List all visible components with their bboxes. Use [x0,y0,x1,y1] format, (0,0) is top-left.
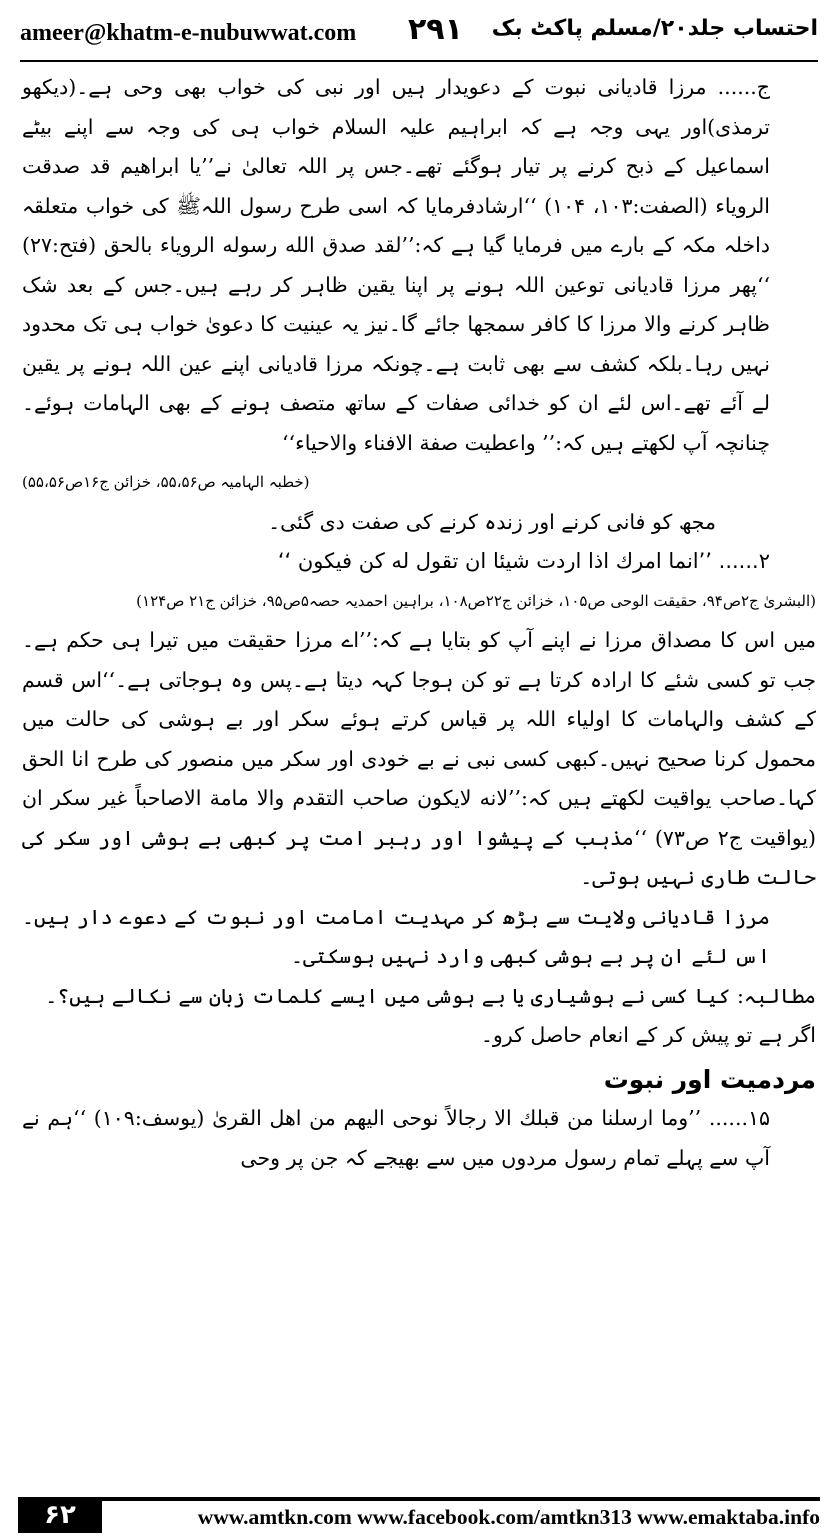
paragraph: ۲...... ’’انما امرك اذا اردت شیئا ان تقول له کن فیکون ‘‘ [277,549,770,573]
header-page-number: ۲۹۱ [408,12,463,47]
paragraph: اگر ہے تو پیش کر کے انعام حاصل کرو۔ [480,1023,816,1047]
paragraph: ۱۵...... ’’وما ارسلنا من قبلك الا رجالاً نوحی الیهم من اهل القریٰ (یوسف:۱۰۹) ‘‘ہم نے آپ سے پہلے تمام رسول مردوں میں سے بھیجے کہ جن پر وحی [22,1106,771,1170]
header-email: ameer@khatm-e-nubuwwat.com [20,20,357,46]
footer-urls: www.amtkn.com www.facebook.com/amtkn313 www.emaktaba.info [197,1505,820,1529]
paragraph: ج...... مرزا قادیانی نبوت کے دعویدار ہیں اور نبی کی خواب بھی وحی ہے۔(دیکھو ترمذی)اور یہی وجہ ہے کہ ابراہیم علیہ السلام خواب ہی کی وجہ سے اپنے بیٹے اسماعیل کے ذبح کرنے پر تیار ہوگئے تھے۔جس پر اللہ تعالیٰ نے’’یا ابراهیم قد صدقت الرویاء (الصفت:۱۰۳، ۱۰۴) ‘‘ارشادفرمایا کہ اسی طرح رسول اللہﷺ کی خواب متعلقہ داخلہ مکہ کے بارے میں فرمایا گیا ہے کہ:’’لقد صدق الله رسوله الرویاء بالحق (فتح:۲۷) ‘‘پھر مرزا قادیانی توعین اللہ ہونے پر اپنا یقین ظاہر کر رہے ہیں۔جس کے بعد شک ظاہر کرنے والا مرزا کا کافر سمجھا جائے گا۔نیز یہ عینیت کا دعویٰ خواب ہی تک محدود نہیں رہا۔بلکہ کشف سے بھی ثابت ہے۔چونکہ مرزا قادیانی اپنے عین اللہ ہونے پر یقین لے آئے تھے۔اس لئے ان کو خدائی صفات کے ساتھ متصف ہونے کے بھی الہامات ہوئے۔چنانچہ آپ لکھتے ہیں کہ:’’ واعطیت صفة الافناء والاحیاء‘‘ [22,75,770,455]
header-rule [20,60,818,62]
paragraph: مرزا قادیانی ولایت سے بڑھ کر مہدیت امامت اور نبوت کے دعوے دار ہیں۔اس لئے ان پر بے ہوشی کبھی وارد نہیں ہوسکتی۔ [22,904,770,968]
paragraph: میں اس کا مصداق مرزا نے اپنے آپ کو بتایا ہے کہ:’’اے مرزا حقیقت میں تیرا ہی حکم ہے۔جب تو کسی شئے کا ارادہ کرتا ہے تو کن ہوجا کہہ دیتا ہے۔پس وہ ہوجاتی ہے۔‘‘اس قسم کے کشف والہامات کا اولیاء اللہ پر قیاس کرتے ہوئے سکر اور بے ہوشی کی حالت میں محمول کرنا صحیح نہیں۔کبھی کسی نبی نے بے خودی اور سکر میں منصور کی طرح انا الحق کہا۔صاحب یواقیت لکھتے ہیں کہ:’’لانه لایکون صاحب التقدم والا مامة الاصاحباً غیر سکر ان (یواقیت ج۲ ص۷۳) ‘‘مذہب کے پیشوا اور رہبر امت پر کبھی بے ہوشی اور سکر کی حالت طاری نہیں ہوتی۔ [22,628,817,889]
reference-citation: (خطبہ الہامیہ ص۵۵،۵۶، خزائن ج۱۶ص۵۵،۵۶) [22,473,310,491]
header-book-title: احتساب جلد۲۰/مسلم پاکٹ بک [491,16,818,41]
reference-citation: (البشریٰ ج۲ص۹۴، حقیقت الوحی ص۱۰۵، خزائن ج۲۲ص۱۰۸، براہین احمدیہ حصہ۵ص۹۵، خزائن ج۲۱ ص۱۲۴) [136,591,816,610]
section-heading: مردمیت اور نبوت [603,1064,816,1094]
paragraph: مطالبہ: کیا کسی نے ہوشیاری یا بے ہوشی میں ایسے کلمات زبان سے نکالے ہیں؟۔ [45,983,816,1008]
page-header [20,12,818,54]
page-footer [18,1497,820,1533]
footer-rule [102,1497,820,1501]
page-body [22,68,816,1178]
paragraph: مجھ کو فانی کرنے اور زندہ کرنے کی صفت دی گئی۔ [268,509,716,534]
footer-page-number: ۶۲ [18,1497,102,1533]
